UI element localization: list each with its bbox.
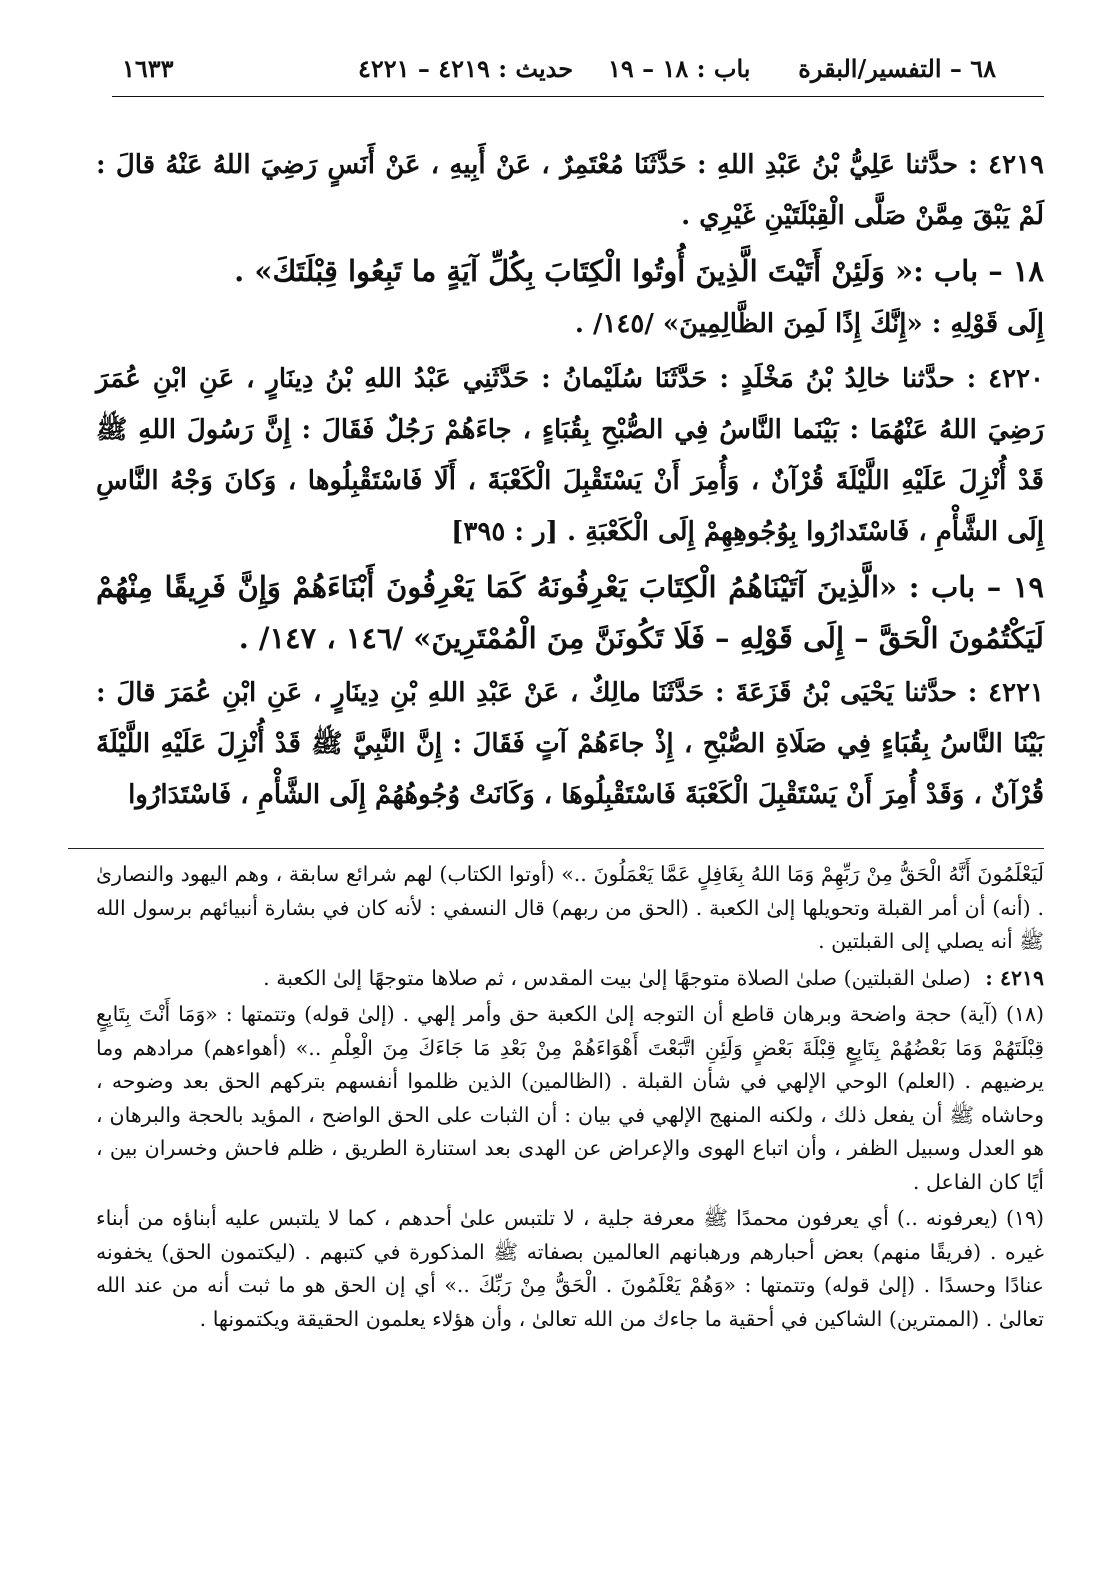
bab-range: باب : ١٨ – ١٩ xyxy=(608,54,751,83)
hadith-text: : حدَّثنا عَلِيُّ بْنُ عَبْدِ اللهِ : حَدَّثَنَا مُعْتَمِرٌ ، عَنْ أَبِيهِ ، عَنْ أَنَسٍ رَضِيَ اللهُ عَنْهُ قالَ : لَمْ يَبْقَ مِمَّنْ صَلَّى الْقِبْلَتَيْنِ غَيْرِي . xyxy=(96,150,1044,231)
main-text xyxy=(96,140,1044,825)
chapter-title: ٦٨ – التفسير/البقرة xyxy=(798,54,996,83)
footnote-number: ٤٢١٩ : xyxy=(985,965,1044,990)
hadith-range: حديث : ٤٢١٩ – ٤٢٢١ xyxy=(358,54,574,83)
hadith-4219 xyxy=(96,140,1044,242)
footnote-divider xyxy=(68,848,1044,849)
hadith-4220 xyxy=(96,354,1044,558)
running-header xyxy=(110,50,1010,92)
footnotes xyxy=(96,858,1044,1339)
bab-18 xyxy=(96,246,1044,350)
footnote-continuation: لَيَعْلَمُونَ أَنَّهُ الْحَقُّ مِنْ رَبِّهِمْ وَمَا اللهُ بِغَافِلٍ عَمَّا يَعْمَلُونَ ..» (أوتوا الكتاب) لهم شرائع سابقة ، وهم اليهود والنصارىٰ . (أنه) أن أمر القبلة وتحويلها إلىٰ الكعبة . (الحق من ربهم) قال النسفي : لأنه كان في بشارة أنبيائهم برسول الله ﷺ أنه يصلي إلى القبلتين . xyxy=(96,862,1044,953)
hadith-text: : حدَّثنا يَحْيَى بْنُ قَزَعَةَ : حَدَّثَنَا مالِكٌ ، عَنْ عَبْدِ اللهِ بْنِ دِينَارٍ ، عَنِ ابْنِ عُمَرَ قالَ : بَيْنَا النَّاسُ بِقُبَاءٍ فِي صَلَاةِ الصُّبْحِ ، إِذْ جاءَهُمْ آتٍ فَقَالَ : إِنَّ النَّبِيَّ ﷺ قَدْ أُنْزِلَ عَلَيْهِ اللَّيْلَةَ قُرْآنٌ ، وَقَدْ أُمِرَ أَنْ يَسْتَقْبِلَ الْكَعْبَةَ فَاسْتَقْبِلُوهَا ، وَكَانَتْ وُجُوهُهُمْ إِلَى الشَّأْمِ ، فَاسْتَدَارُوا xyxy=(96,678,1044,810)
bab-continuation: إِلَى قَوْلِهِ : «إِنَّكَ إِذًا لَمِنَ الظَّالِمِينَ» /١٤٥/ . xyxy=(574,309,1044,339)
page-number: ١٦٣٣ xyxy=(122,54,174,83)
bab-title: ١٨ – باب :« وَلَئِنْ أَتَيْتَ الَّذِينَ أُوتُوا الْكِتَابَ بِكُلِّ آيَةٍ ما تَبِعُوا قِبْلَتَكَ» . xyxy=(234,254,1044,288)
bab-title: ١٩ – باب : «الَّذِينَ آتَيْنَاهُمُ الْكِتَابَ يَعْرِفُونَهُ كَمَا يَعْرِفُونَ أَبْنَاءَهُمْ وَإِنَّ فَرِيقًا مِنْهُمْ لَيَكْتُمُونَ الْحَقَّ – إِلَى قَوْلِهِ – فَلَا تَكُونَنَّ مِنَ الْمُمْتَرِينَ» /١٤٦ ، ١٤٧/ . xyxy=(96,570,1044,655)
footnote-18: (١٨) (آية) حجة واضحة وبرهان قاطع أن التوجه إلىٰ الكعبة حق وأمر إلهي . (إلىٰ قوله) وتتمتها : «وَمَا أَنْتَ بِتَابِعٍ قِبْلَتَهُمْ وَمَا بَعْضُهُمْ بِتَابِعٍ قِبْلَةَ بَعْضٍ وَلَئِنِ اتَّبَعْتَ أَهْوَاءَهُمْ مِنْ بَعْدِ مَا جَاءَكَ مِنَ الْعِلْمِ ..» (أهواءهم) مرادهم وما يرضيهم . (العلم) الوحي الإلهي في شأن القبلة . (الظالمين) الذين ظلموا أنفسهم بتركهم الحق بعد وضوحه ، وحاشاه ﷺ أن يفعل ذلك ، ولكنه المنهج الإلهي في بيان : أن الثبات على الحق الواضح ، المؤيد بالحجة والبرهان ، هو العدل وسبيل الظفر ، وأن اتباع الهوى والإعراض عن الهدى بعد استنارة الطريق ، ظلم فاحش وخسران بين ، أيًا كان الفاعل . xyxy=(96,1002,1044,1194)
hadith-number: ٤٢٢١ xyxy=(988,678,1044,708)
footnote-4219 xyxy=(96,962,1044,996)
hadith-text: : حدَّثنا خالِدُ بْنُ مَخْلَدٍ : حَدَّثَنَا سُلَيْمانُ : حَدَّثَنِي عَبْدُ اللهِ بْنُ دِينَارٍ ، عَنِ ابْنِ عُمَرَ رَضِيَ اللهُ عَنْهُمَا : بَيْنَما النَّاسُ فِي الصُّبْحِ بِقُبَاءٍ ، جاءَهُمْ رَجُلٌ فَقَالَ : إِنَّ رَسُولَ اللهِ ﷺ قَدْ أُنْزِلَ عَلَيْهِ اللَّيْلَةَ قُرْآنٌ ، وَأُمِرَ أَنْ يَسْتَقْبِلَ الْكَعْبَةَ ، أَلَا فَاسْتَقْبِلُوها ، وَكانَ وَجْهُ النَّاسِ إِلَى الشَّأْمِ ، فَاسْتَدارُوا بِوُجُوهِهِمْ إِلَى الْكَعْبَةِ . xyxy=(96,364,1044,547)
hadith-number: ٤٢١٩ xyxy=(988,150,1044,180)
footnote-19: (١٩) (يعرفونه ..) أي يعرفون محمدًا ﷺ معرفة جلية ، لا تلتبس علىٰ أحدهم ، كما لا يلتبس عليه أبناؤه من أبناء غيره . (فريقًا منهم) بعض أحبارهم ورهبانهم العالمين بصفاته ﷺ المذكورة في كتبهم . (ليكتمون الحق) يخفونه عنادًا وحسدًا . (إلىٰ قوله) وتتمتها : «وَهُمْ يَعْلَمُونَ . الْحَقُّ مِنْ رَبِّكَ ..» أي إن الحق هو ما ثبت أنه من عند الله تعالىٰ . (الممترين) الشاكين في أحقية ما جاءك من الله تعالىٰ ، وأن هؤلاء يعلمون الحقيقة ويكتمونها . xyxy=(96,1206,1044,1331)
hadith-4221 xyxy=(96,668,1044,821)
header-divider xyxy=(112,96,1044,97)
cross-reference: [ر : ٣٩٥] xyxy=(451,517,558,547)
footnote-text: (صلىٰ القبلتين) صلىٰ الصلاة متوجهًا إلىٰ بيت المقدس ، ثم صلاها متوجهًا إلىٰ الكعبة . xyxy=(263,965,971,990)
hadith-number: ٤٢٢٠ xyxy=(988,364,1044,394)
bab-19 xyxy=(96,562,1044,664)
